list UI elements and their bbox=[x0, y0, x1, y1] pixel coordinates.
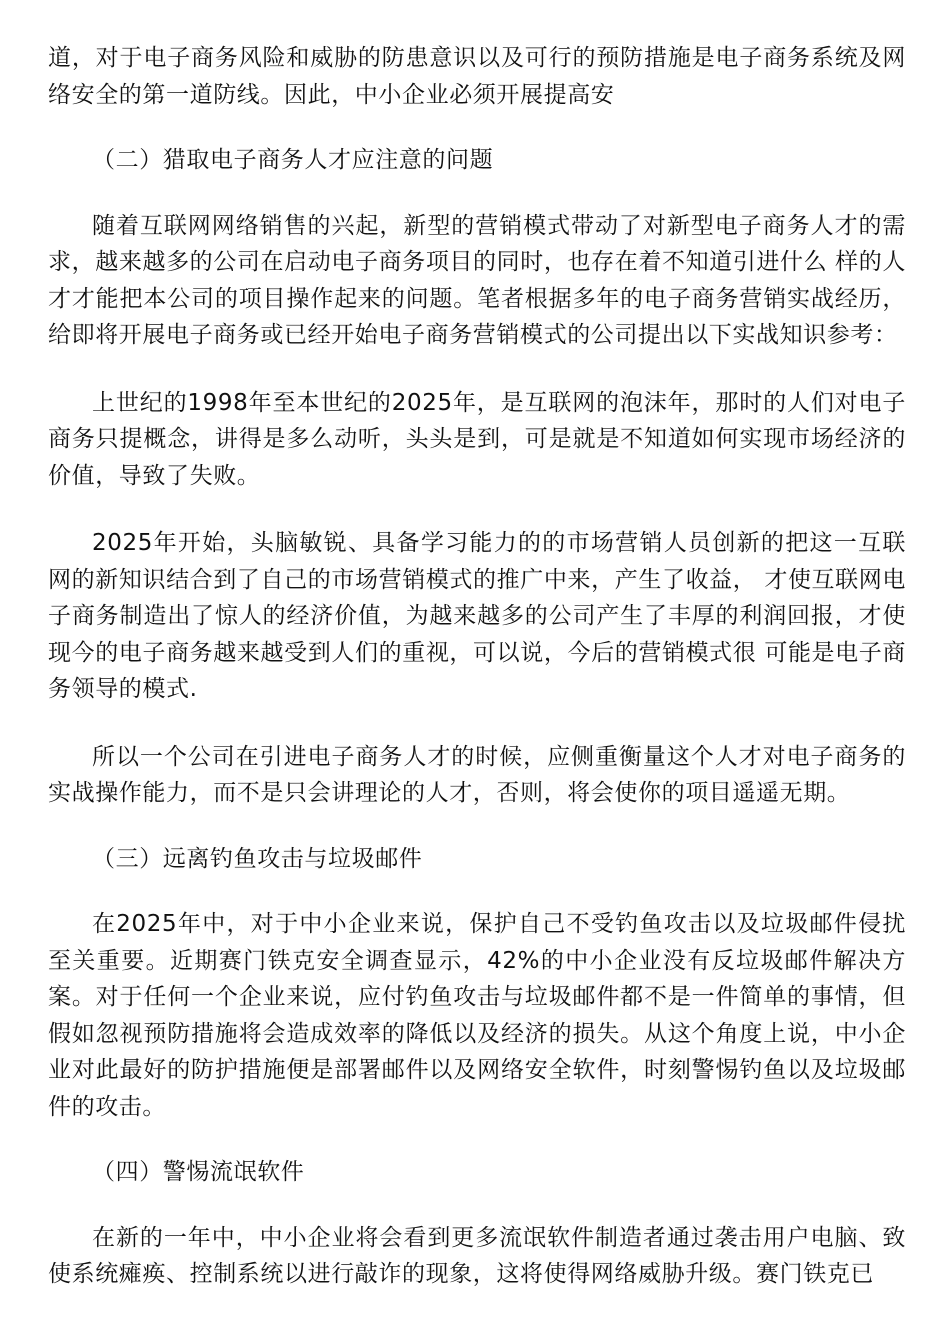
paragraph-marketing-innovation: 2025年开始，头脑敏锐、具备学习能力的的市场营销人员创新的把这一互联网的新知识结合到了自己的市场营销模式的推广中来，产生了收益， 才使互联网电子商务制造出了惊人的经济价值，为越来越多的公司产生了丰厚的利润回报，才使现今的电子商务越来越受到人们的重视，可以说，今后的营销模式很 可能是电子商务领导的模式. bbox=[48, 530, 906, 702]
paragraph-talent-demand: 随着互联网网络销售的兴起，新型的营销模式带动了对新型电子商务人才的需求，越来越多的公司在启动电子商务项目的同时，也存在着不知道引进什么 样的人才才能把本公司的项目操作起来的问题。笔者根据多年的电子商务营销实战经历，给即将开展电子商务或已经开始电子商务营销模式的公司提出以下实战知识参考： bbox=[48, 212, 906, 348]
section-heading-2: （二）猎取电子商务人才应注意的问题 bbox=[92, 147, 494, 173]
paragraph-continued: 道，对于电子商务风险和威胁的防患意识以及可行的预防措施是电子商务系统及网络安全的第一道防线。因此，中小企业必须开展提高安 bbox=[48, 45, 906, 108]
paragraph-bubble-years: 上世纪的1998年至本世纪的2025年，是互联网的泡沫年，那时的人们对电子商务只提概念，讲得是多么动听，头头是到，可是就是不知道如何实现市场经济的价值，导致了失败。 bbox=[48, 389, 906, 489]
document-page bbox=[48, 40, 906, 1293]
section-heading-3: （三）远离钓鱼攻击与垃圾邮件 bbox=[92, 845, 423, 872]
paragraph-phishing-spam: 在2025年中，对于中小企业来说，保护自己不受钓鱼攻击以及垃圾邮件侵扰至关重要。近期赛门铁克安全调查显示，42%的中小企业没有反垃圾邮件解决方案。对于任何一个企业来说，应付钓鱼攻击与垃圾邮件都不是一件简单的事情，但假如忽视预防措施将会造成效率的降低以及经济的损失。从这个角度上说，中小企业对此最好的防护措施便是部署邮件以及网络安全软件，时刻警惕钓鱼以及垃圾邮件的攻击。 bbox=[48, 911, 906, 1120]
paragraph-rogue-software: 在新的一年中，中小企业将会看到更多流氓软件制造者通过袭击用户电脑、致使系统瘫痪、控制系统以进行敲诈的现象，这将使得网络威胁升级。赛门铁克已 bbox=[48, 1224, 906, 1287]
section-heading-4: （四）警惕流氓软件 bbox=[92, 1159, 305, 1185]
paragraph-hiring-advice: 所以一个公司在引进电子商务人才的时候，应侧重衡量这个人才对电子商务的实战操作能力，而不是只会讲理论的人才，否则，将会使你的项目遥遥无期。 bbox=[48, 743, 906, 806]
